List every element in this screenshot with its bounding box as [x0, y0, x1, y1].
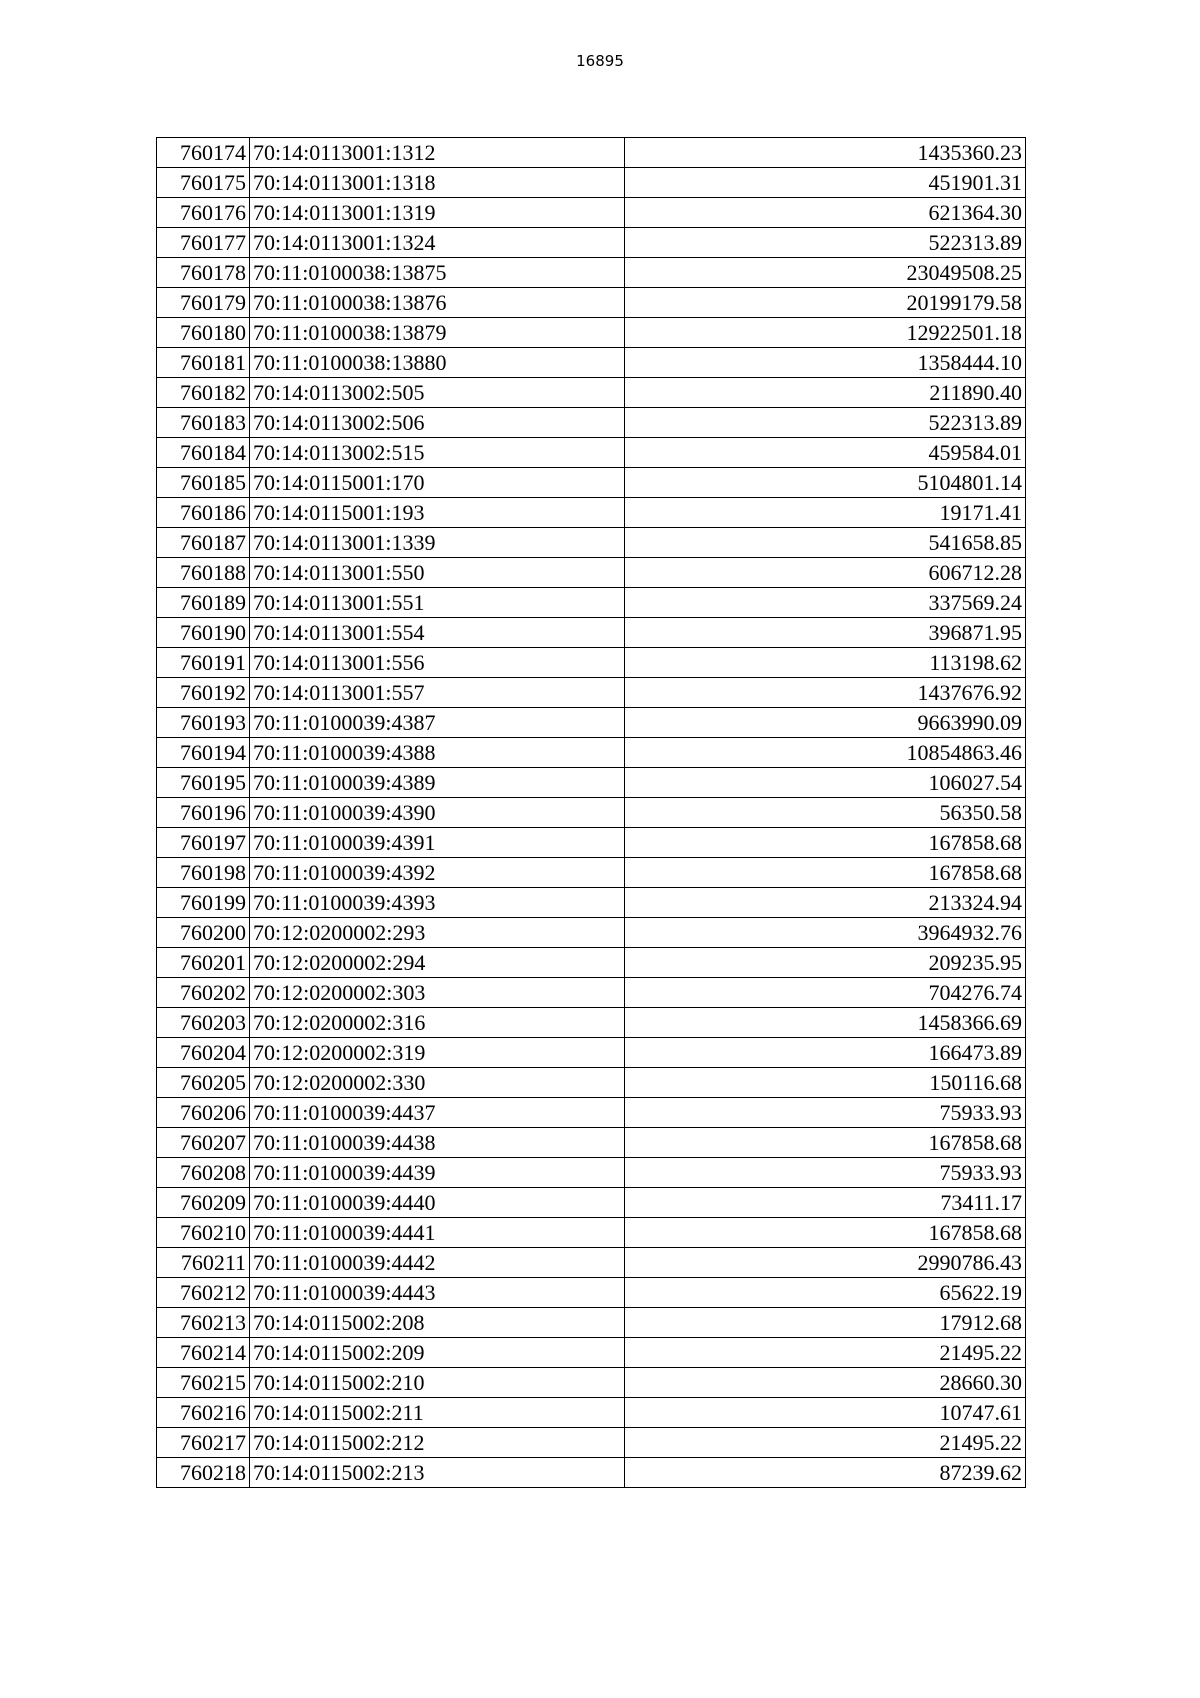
cadastral-number-cell: 70:11:0100039:4393 [250, 888, 625, 918]
cadastral-value-cell: 541658.85 [625, 528, 1026, 558]
cadastral-value-cell: 459584.01 [625, 438, 1026, 468]
table-row [157, 1188, 1026, 1218]
table-row [157, 1128, 1026, 1158]
cadastral-value-cell: 451901.31 [625, 168, 1026, 198]
cadastral-value-cell: 167858.68 [625, 858, 1026, 888]
cadastral-value-cell: 1437676.92 [625, 678, 1026, 708]
table-body [157, 138, 1026, 1488]
cadastral-value-cell: 56350.58 [625, 798, 1026, 828]
row-number-cell: 760207 [157, 1128, 250, 1158]
table-row [157, 558, 1026, 588]
table-row [157, 348, 1026, 378]
cadastral-number-cell: 70:11:0100038:13879 [250, 318, 625, 348]
cadastral-number-cell: 70:11:0100039:4439 [250, 1158, 625, 1188]
table-row [157, 1248, 1026, 1278]
row-number-cell: 760194 [157, 738, 250, 768]
cadastral-value-cell: 522313.89 [625, 228, 1026, 258]
cadastral-number-cell: 70:14:0113001:1312 [250, 138, 625, 168]
cadastral-value-cell: 5104801.14 [625, 468, 1026, 498]
cadastral-number-cell: 70:14:0113002:515 [250, 438, 625, 468]
row-number-cell: 760176 [157, 198, 250, 228]
cadastral-value-cell: 28660.30 [625, 1368, 1026, 1398]
table-row [157, 288, 1026, 318]
cadastral-value-cell: 10854863.46 [625, 738, 1026, 768]
table-row [157, 138, 1026, 168]
cadastral-value-cell: 23049508.25 [625, 258, 1026, 288]
cadastral-value-cell: 75933.93 [625, 1098, 1026, 1128]
table-row [157, 1158, 1026, 1188]
cadastral-number-cell: 70:11:0100039:4442 [250, 1248, 625, 1278]
row-number-cell: 760213 [157, 1308, 250, 1338]
table-row [157, 1098, 1026, 1128]
cadastral-value-cell: 621364.30 [625, 198, 1026, 228]
row-number-cell: 760212 [157, 1278, 250, 1308]
cadastral-number-cell: 70:11:0100039:4392 [250, 858, 625, 888]
row-number-cell: 760191 [157, 648, 250, 678]
cadastral-value-cell: 65622.19 [625, 1278, 1026, 1308]
cadastral-number-cell: 70:14:0115002:209 [250, 1338, 625, 1368]
cadastral-value-cell: 3964932.76 [625, 918, 1026, 948]
row-number-cell: 760202 [157, 978, 250, 1008]
row-number-cell: 760177 [157, 228, 250, 258]
table-row [157, 918, 1026, 948]
page-number: 16895 [576, 52, 624, 70]
row-number-cell: 760197 [157, 828, 250, 858]
cadastral-number-cell: 70:14:0113001:1339 [250, 528, 625, 558]
row-number-cell: 760180 [157, 318, 250, 348]
row-number-cell: 760174 [157, 138, 250, 168]
cadastral-number-cell: 70:11:0100038:13876 [250, 288, 625, 318]
row-number-cell: 760193 [157, 708, 250, 738]
cadastral-number-cell: 70:14:0113001:1318 [250, 168, 625, 198]
cadastral-value-cell: 20199179.58 [625, 288, 1026, 318]
cadastral-number-cell: 70:14:0115001:170 [250, 468, 625, 498]
cadastral-number-cell: 70:14:0113001:554 [250, 618, 625, 648]
row-number-cell: 760203 [157, 1008, 250, 1038]
row-number-cell: 760205 [157, 1068, 250, 1098]
table-row [157, 768, 1026, 798]
cadastral-number-cell: 70:14:0115002:208 [250, 1308, 625, 1338]
cadastral-number-cell: 70:14:0113001:1324 [250, 228, 625, 258]
cadastral-value-cell: 2990786.43 [625, 1248, 1026, 1278]
row-number-cell: 760209 [157, 1188, 250, 1218]
cadastral-value-cell: 17912.68 [625, 1308, 1026, 1338]
row-number-cell: 760186 [157, 498, 250, 528]
table-row [157, 1428, 1026, 1458]
cadastral-number-cell: 70:11:0100039:4389 [250, 768, 625, 798]
row-number-cell: 760216 [157, 1398, 250, 1428]
cadastral-value-cell: 167858.68 [625, 1128, 1026, 1158]
cadastral-value-cell: 73411.17 [625, 1188, 1026, 1218]
cadastral-number-cell: 70:12:0200002:319 [250, 1038, 625, 1068]
table-row [157, 1338, 1026, 1368]
table-row [157, 828, 1026, 858]
table-row [157, 498, 1026, 528]
row-number-cell: 760199 [157, 888, 250, 918]
cadastral-number-cell: 70:12:0200002:316 [250, 1008, 625, 1038]
table-row [157, 1278, 1026, 1308]
row-number-cell: 760179 [157, 288, 250, 318]
cadastral-number-cell: 70:14:0113002:505 [250, 378, 625, 408]
table-row [157, 888, 1026, 918]
cadastral-value-cell: 87239.62 [625, 1458, 1026, 1488]
cadastral-value-cell: 396871.95 [625, 618, 1026, 648]
cadastral-value-cell: 337569.24 [625, 588, 1026, 618]
cadastral-number-cell: 70:11:0100038:13880 [250, 348, 625, 378]
table-row [157, 648, 1026, 678]
cadastral-number-cell: 70:14:0115002:212 [250, 1428, 625, 1458]
cadastral-value-cell: 209235.95 [625, 948, 1026, 978]
table-row [157, 1038, 1026, 1068]
table-row [157, 168, 1026, 198]
cadastral-value-cell: 21495.22 [625, 1338, 1026, 1368]
cadastral-number-cell: 70:14:0115002:211 [250, 1398, 625, 1428]
cadastral-value-cell: 12922501.18 [625, 318, 1026, 348]
cadastral-number-cell: 70:12:0200002:303 [250, 978, 625, 1008]
cadastral-value-cell: 21495.22 [625, 1428, 1026, 1458]
table-row [157, 618, 1026, 648]
cadastral-number-cell: 70:14:0113001:550 [250, 558, 625, 588]
cadastral-number-cell: 70:14:0113001:556 [250, 648, 625, 678]
cadastral-number-cell: 70:14:0115002:213 [250, 1458, 625, 1488]
cadastral-number-cell: 70:12:0200002:330 [250, 1068, 625, 1098]
row-number-cell: 760204 [157, 1038, 250, 1068]
cadastral-number-cell: 70:12:0200002:293 [250, 918, 625, 948]
cadastral-value-cell: 106027.54 [625, 768, 1026, 798]
cadastral-value-cell: 211890.40 [625, 378, 1026, 408]
cadastral-number-cell: 70:14:0113001:1319 [250, 198, 625, 228]
cadastral-number-cell: 70:11:0100039:4437 [250, 1098, 625, 1128]
cadastral-number-cell: 70:11:0100039:4443 [250, 1278, 625, 1308]
table-row [157, 1458, 1026, 1488]
cadastral-value-cell: 167858.68 [625, 1218, 1026, 1248]
row-number-cell: 760210 [157, 1218, 250, 1248]
cadastral-value-cell: 1358444.10 [625, 348, 1026, 378]
cadastral-value-cell: 522313.89 [625, 408, 1026, 438]
cadastral-value-cell: 1458366.69 [625, 1008, 1026, 1038]
row-number-cell: 760185 [157, 468, 250, 498]
row-number-cell: 760217 [157, 1428, 250, 1458]
cadastral-number-cell: 70:14:0113002:506 [250, 408, 625, 438]
table-row [157, 1308, 1026, 1338]
table-row [157, 738, 1026, 768]
table-row [157, 1008, 1026, 1038]
cadastral-number-cell: 70:11:0100039:4441 [250, 1218, 625, 1248]
table-row [157, 228, 1026, 258]
row-number-cell: 760196 [157, 798, 250, 828]
row-number-cell: 760206 [157, 1098, 250, 1128]
row-number-cell: 760189 [157, 588, 250, 618]
table-row [157, 978, 1026, 1008]
table-row [157, 198, 1026, 228]
table-row [157, 1218, 1026, 1248]
cadastral-value-cell: 113198.62 [625, 648, 1026, 678]
table-row [157, 258, 1026, 288]
row-number-cell: 760181 [157, 348, 250, 378]
row-number-cell: 760211 [157, 1248, 250, 1278]
table-row [157, 468, 1026, 498]
table-row [157, 858, 1026, 888]
table-row [157, 588, 1026, 618]
row-number-cell: 760214 [157, 1338, 250, 1368]
cadastral-number-cell: 70:11:0100039:4440 [250, 1188, 625, 1218]
row-number-cell: 760208 [157, 1158, 250, 1188]
row-number-cell: 760188 [157, 558, 250, 588]
cadastral-value-cell: 606712.28 [625, 558, 1026, 588]
cadastral-number-cell: 70:12:0200002:294 [250, 948, 625, 978]
cadastral-number-cell: 70:14:0115002:210 [250, 1368, 625, 1398]
cadastral-value-cell: 19171.41 [625, 498, 1026, 528]
table-row [157, 798, 1026, 828]
cadastral-number-cell: 70:14:0113001:551 [250, 588, 625, 618]
table-row [157, 708, 1026, 738]
row-number-cell: 760183 [157, 408, 250, 438]
row-number-cell: 760178 [157, 258, 250, 288]
cadastral-value-cell: 704276.74 [625, 978, 1026, 1008]
cadastral-value-cell: 75933.93 [625, 1158, 1026, 1188]
table-row [157, 318, 1026, 348]
cadastral-value-cell: 167858.68 [625, 828, 1026, 858]
cadastral-value-cell: 1435360.23 [625, 138, 1026, 168]
cadastral-value-cell: 166473.89 [625, 1038, 1026, 1068]
table-row [157, 1398, 1026, 1428]
row-number-cell: 760195 [157, 768, 250, 798]
table-row [157, 528, 1026, 558]
cadastral-value-cell: 9663990.09 [625, 708, 1026, 738]
row-number-cell: 760215 [157, 1368, 250, 1398]
table-row [157, 378, 1026, 408]
cadastral-value-cell: 150116.68 [625, 1068, 1026, 1098]
cadastral-number-cell: 70:11:0100039:4387 [250, 708, 625, 738]
row-number-cell: 760218 [157, 1458, 250, 1488]
row-number-cell: 760198 [157, 858, 250, 888]
cadastral-number-cell: 70:11:0100039:4438 [250, 1128, 625, 1158]
cadastral-number-cell: 70:11:0100038:13875 [250, 258, 625, 288]
cadastral-number-cell: 70:11:0100039:4391 [250, 828, 625, 858]
cadastral-value-table [156, 137, 1026, 1488]
cadastral-number-cell: 70:14:0113001:557 [250, 678, 625, 708]
row-number-cell: 760192 [157, 678, 250, 708]
row-number-cell: 760200 [157, 918, 250, 948]
table-row [157, 1068, 1026, 1098]
cadastral-number-cell: 70:11:0100039:4390 [250, 798, 625, 828]
row-number-cell: 760175 [157, 168, 250, 198]
cadastral-value-cell: 10747.61 [625, 1398, 1026, 1428]
table-row [157, 1368, 1026, 1398]
row-number-cell: 760187 [157, 528, 250, 558]
cadastral-value-cell: 213324.94 [625, 888, 1026, 918]
cadastral-number-cell: 70:11:0100039:4388 [250, 738, 625, 768]
cadastral-number-cell: 70:14:0115001:193 [250, 498, 625, 528]
row-number-cell: 760201 [157, 948, 250, 978]
table-row [157, 408, 1026, 438]
row-number-cell: 760184 [157, 438, 250, 468]
row-number-cell: 760182 [157, 378, 250, 408]
table-row [157, 438, 1026, 468]
table-row [157, 948, 1026, 978]
table-row [157, 678, 1026, 708]
row-number-cell: 760190 [157, 618, 250, 648]
